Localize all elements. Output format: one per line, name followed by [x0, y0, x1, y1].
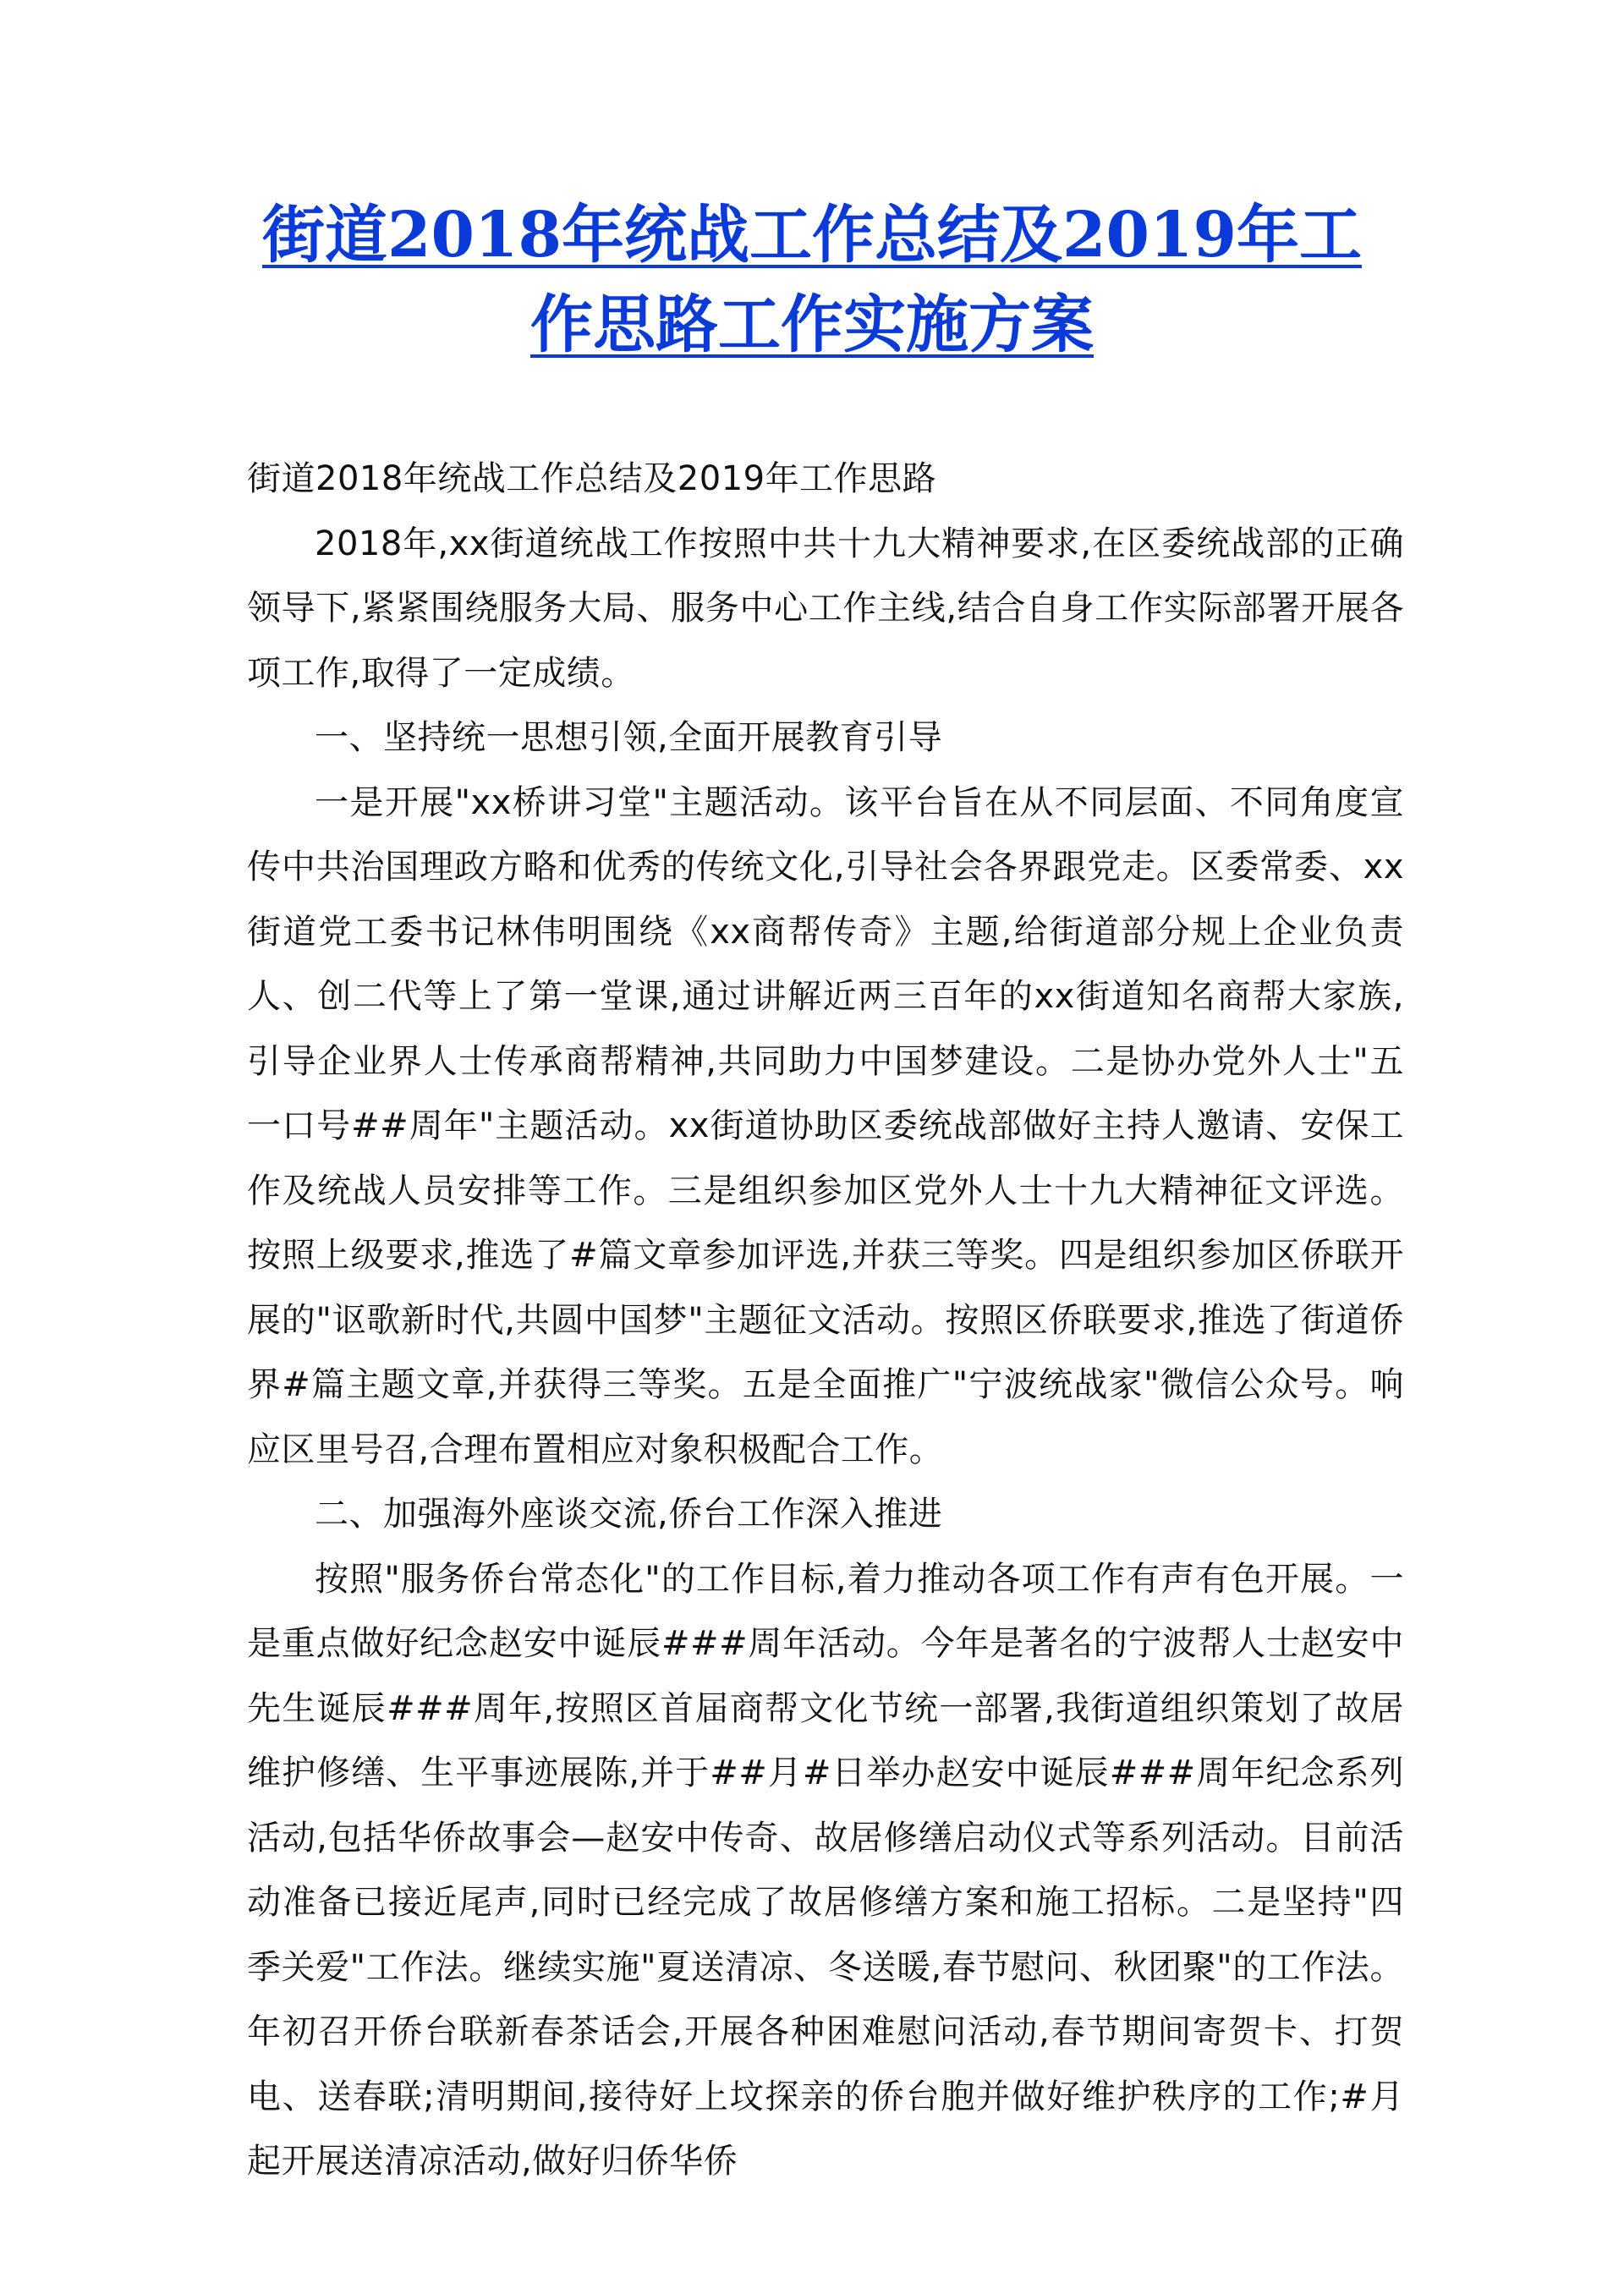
intro-paragraph: 2018年,xx街道统战工作按照中共十九大精神要求,在区委统战部的正确领导下,紧紧围绕服务大局、服务中心工作主线,结合自身工作实际部署开展各项工作,取得了一定成绩。: [247, 524, 1404, 693]
section-heading-1: 一、坚持统一思想引领,全面开展教育引导: [315, 718, 943, 757]
section-1-paragraph: 一是开展"xx桥讲习堂"主题活动。该平台旨在从不同层面、不同角度宣传中共治国理政方略和优秀的传统文化,引导社会各界跟党走。区委常委、xx街道党工委书记林伟明围绕《xx商帮传奇》主题,给街道部分规上企业负责人、创二代等上了第一堂课,通过讲解近两三百年的xx街道知名商帮大家族,引导企业界人士传承商帮精神,共同助力中国梦建设。二是协办党外人士"五一口号##周年"主题活动。xx街道协助区委统战部做好主持人邀请、安保工作及统战人员安排等工作。三是组织参加区党外人士十九大精神征文评选。按照上级要求,推选了#篇文章参加评选,并获三等奖。四是组织参加区侨联开展的"讴歌新时代,共圆中国梦"主题征文活动。按照区侨联要求,推选了街道侨界#篇主题文章,并获得三等奖。五是全面推广"宁波统战家"微信公众号。响应区里号召,合理布置相应对象积极配合工作。: [247, 782, 1404, 1469]
section-2-paragraph: 按照"服务侨台常态化"的工作目标,着力推动各项工作有声有色开展。一是重点做好纪念赵安中诞辰###周年活动。今年是著名的宁波帮人士赵安中先生诞辰###周年,按照区首届商帮文化节统一部署,我街道组织策划了故居维护修缮、生平事迹展陈,并于##月#日举办赵安中诞辰###周年纪念系列活动,包括华侨故事会—赵安中传奇、故居修缮启动仪式等系列活动。目前活动准备已接近尾声,同时已经完成了故居修缮方案和施工招标。二是坚持"四季关爱"工作法。继续实施"夏送清凉、冬送暖,春节慰问、秋团聚"的工作法。年初召开侨台联新春茶话会,开展各种困难慰问活动,春节期间寄贺卡、打贺电、送春联;清明期间,接待好上坟探亲的侨台胞并做好维护秩序的工作;#月起开展送清凉活动,做好归侨华侨: [247, 1559, 1404, 2181]
document-title: 街道2018年统战工作总结及2019年工作思路工作实施方案: [262, 199, 1362, 361]
document-body: [247, 447, 1404, 2194]
subtitle-paragraph: 街道2018年统战工作总结及2019年工作思路: [247, 459, 937, 498]
section-heading-2: 二、加强海外座谈交流,侨台工作深入推进: [315, 1495, 943, 1534]
